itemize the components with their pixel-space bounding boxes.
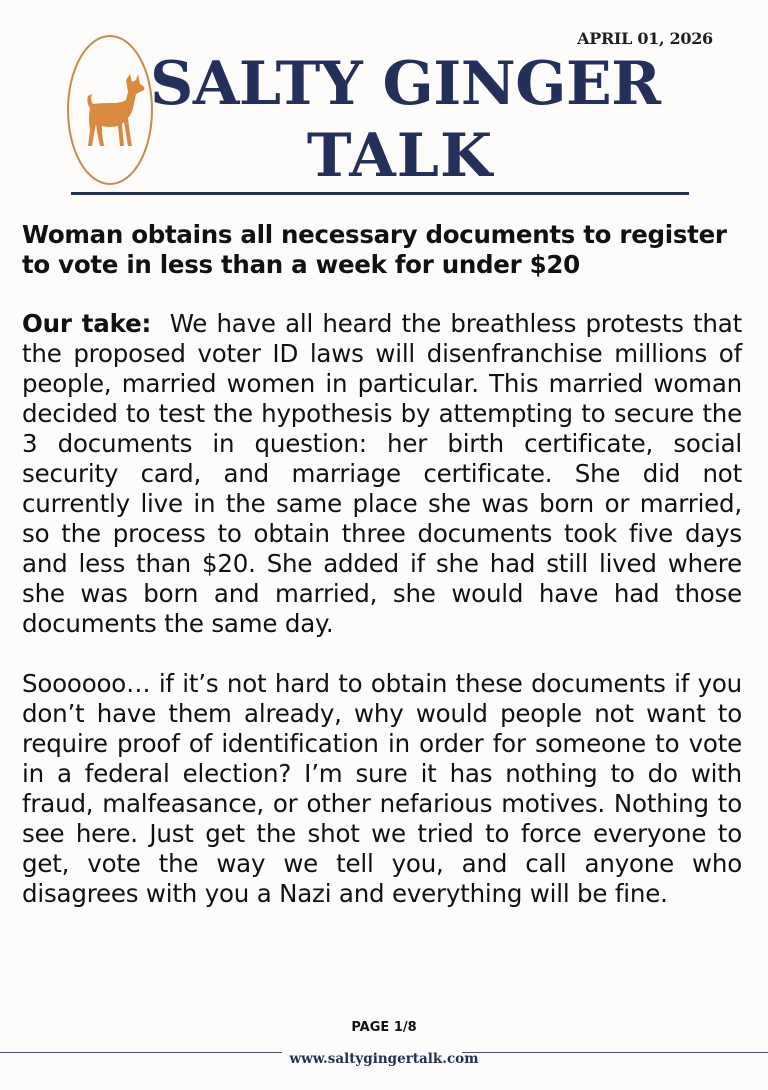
- header-divider: [71, 192, 689, 195]
- issue-date: APRIL 01, 2026: [577, 29, 713, 48]
- article-headline: Woman obtains all necessary documents to register to vote in less than a week for under $20: [22, 220, 727, 279]
- masthead-title-line1: SALTY GINGER: [150, 49, 661, 119]
- article-paragraph-2: Soooooo… if it’s not hard to obtain these documents if you don’t have them already, why would people not want to require proof of identification in order for someone to vote in a federal election? I’m sure it has nothing to do with fraud, malfeasance, or other nefarious motives. Nothing to see here. Just get the shot we tried to force everyone to get, vote the way we tell you, and call anyone who disagrees with you a Nazi and everything will be fine.: [22, 669, 742, 908]
- website-link[interactable]: www.saltygingertalk.com: [289, 1051, 479, 1067]
- page-number: PAGE 1/8: [351, 1020, 417, 1035]
- paragraph-1-text: We have all heard the breathless protests that the proposed voter ID laws will disenfranchise millions of people, married women in particular. This married woman decided to test the hypothesis by attempting to secure the 3 documents in question: her birth certificate, social security card, and marriage certificate. She did not currently live in the same place she was born or married, so the process to obtain three documents took five days and less than $20. She added if she had still lived where she was born and married, she would have had those documents the same day.: [22, 309, 742, 638]
- article-paragraph-1: [22, 309, 742, 639]
- dog-logo-icon: [66, 34, 154, 186]
- our-take-label: Our take:: [22, 309, 152, 338]
- masthead-title-line2: TALK: [306, 121, 494, 191]
